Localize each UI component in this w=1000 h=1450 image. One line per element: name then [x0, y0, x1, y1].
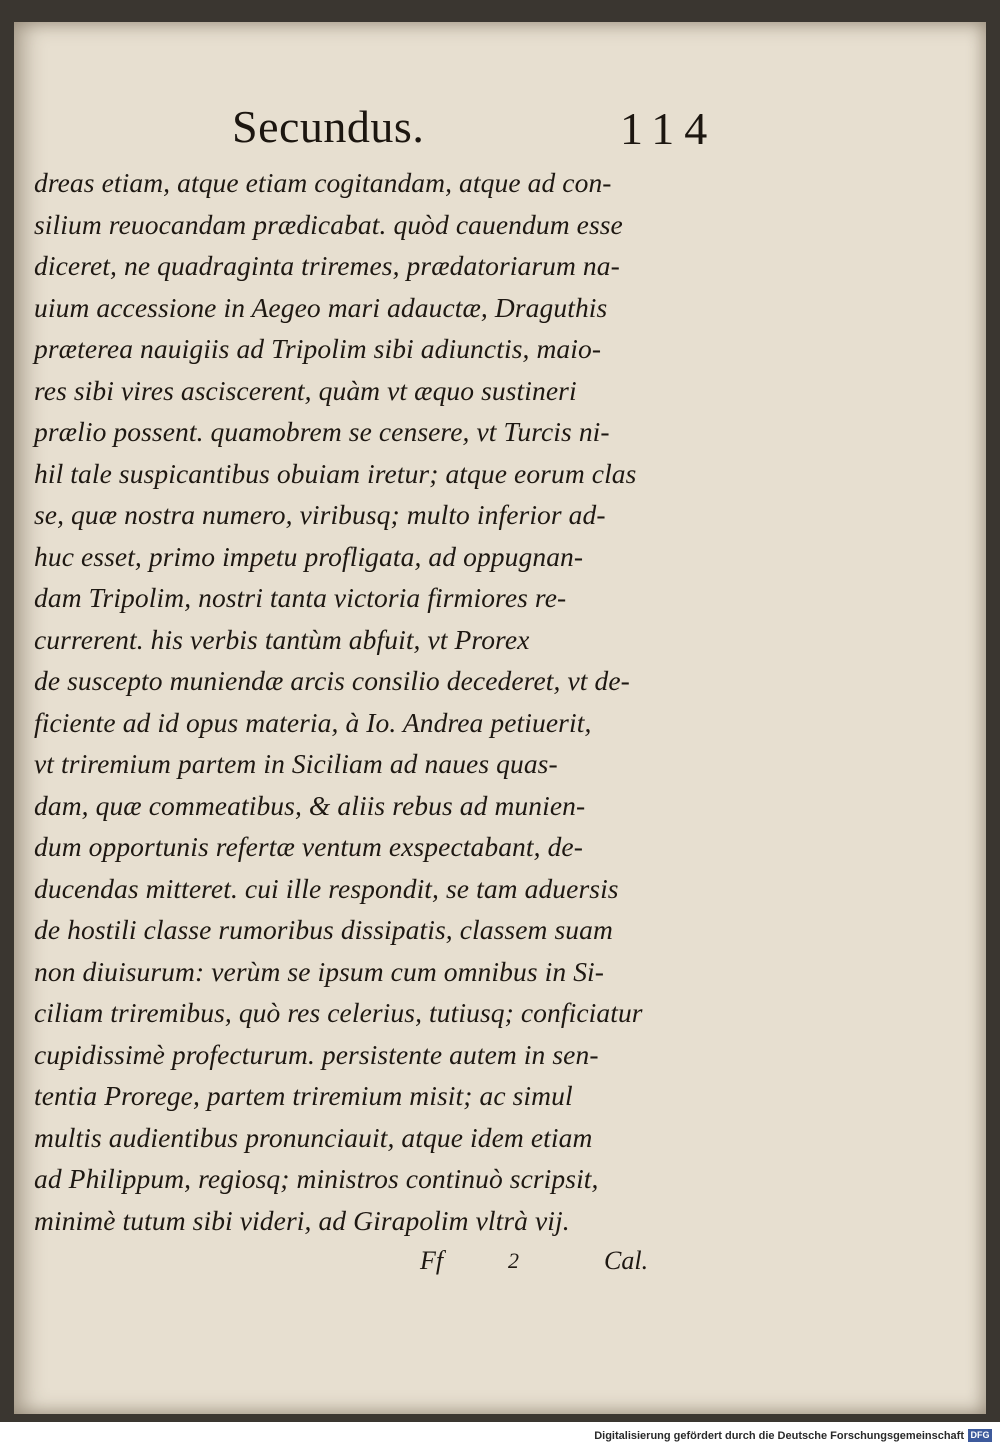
text-line: silium reuocandam prædicabat. quòd cauendum esse — [34, 208, 623, 240]
text-line: non diuisurum: verùm se ipsum cum omnibus in Si- — [34, 955, 605, 987]
text-line: se, quæ nostra numero, viribusq; multo inferior ad- — [34, 499, 606, 530]
text-line: dam Tripolim, nostri tanta victoria firmiores re- — [34, 582, 567, 613]
text-line: uium accessione in Aegeo mari adauctæ, Draguthis — [34, 291, 608, 323]
text-line: dum opportunis refertæ ventum exspectabant, de- — [34, 831, 583, 862]
text-line: ficiente ad id opus materia, à Io. Andrea petiuerit, — [34, 706, 592, 738]
text-line: de suscepto muniendæ arcis consilio decederet, vt de- — [34, 665, 630, 696]
text-line: diceret, ne quadraginta triremes, prædatoriarum na- — [34, 250, 620, 281]
text-line: prælio possent. quamobrem se censere, vt Turcis ni- — [34, 416, 610, 447]
dfg-logo: DFG — [968, 1429, 992, 1442]
footer-bar — [0, 1422, 1000, 1450]
body-text — [34, 162, 714, 1241]
text-line: currerent. his verbis tantùm abfuit, vt Prorex — [34, 623, 530, 655]
text-line: ad Philippum, regiosq; ministros continuò scripsit, — [34, 1163, 599, 1194]
text-line: hil tale suspicantibus obuiam iretur; atque eorum clas — [34, 457, 637, 489]
running-title: Secundus. — [232, 101, 425, 152]
signature-line — [420, 1240, 720, 1280]
text-line: tentia Prorege, partem triremium misit; ac simul — [34, 1080, 573, 1111]
text-line: ducendas mitteret. cui ille respondit, se tam aduersis — [34, 872, 619, 904]
text-line: præterea nauigiis ad Tripolim sibi adiunctis, maio- — [34, 333, 602, 364]
text-line: res sibi vires asciscerent, quàm vt æquo sustineri — [34, 374, 577, 406]
text-line: multis audientibus pronunciauit, atque idem etiam — [34, 1121, 593, 1153]
funding-credit: Digitalisierung gefördert durch die Deutsche Forschungsgemeinschaft — [594, 1430, 964, 1442]
text-line: ciliam triremibus, quò res celerius, tutiusq; conficiatur — [34, 997, 643, 1028]
page-number: 114 — [620, 103, 718, 154]
signature-number: 2 — [508, 1248, 519, 1273]
text-line: dreas etiam, atque etiam cogitandam, atque ad con- — [34, 167, 612, 198]
signature-mark: Ff — [420, 1246, 444, 1275]
text-line: huc esset, primo impetu profligata, ad oppugnan- — [34, 540, 584, 572]
text-line: minimè tutum sibi videri, ad Girapolim vltrà vij. — [34, 1204, 570, 1236]
page-header — [0, 90, 1000, 160]
text-line: dam, quæ commeatibus, & aliis rebus ad munien- — [34, 789, 586, 821]
text-line: cupidissimè profecturum. persistente autem in sen- — [34, 1038, 599, 1070]
text-line: vt triremium partem in Siciliam ad naues quas- — [34, 748, 558, 779]
catchword: Cal. — [604, 1246, 649, 1275]
text-line: de hostili classe rumoribus dissipatis, classem suam — [34, 914, 613, 945]
